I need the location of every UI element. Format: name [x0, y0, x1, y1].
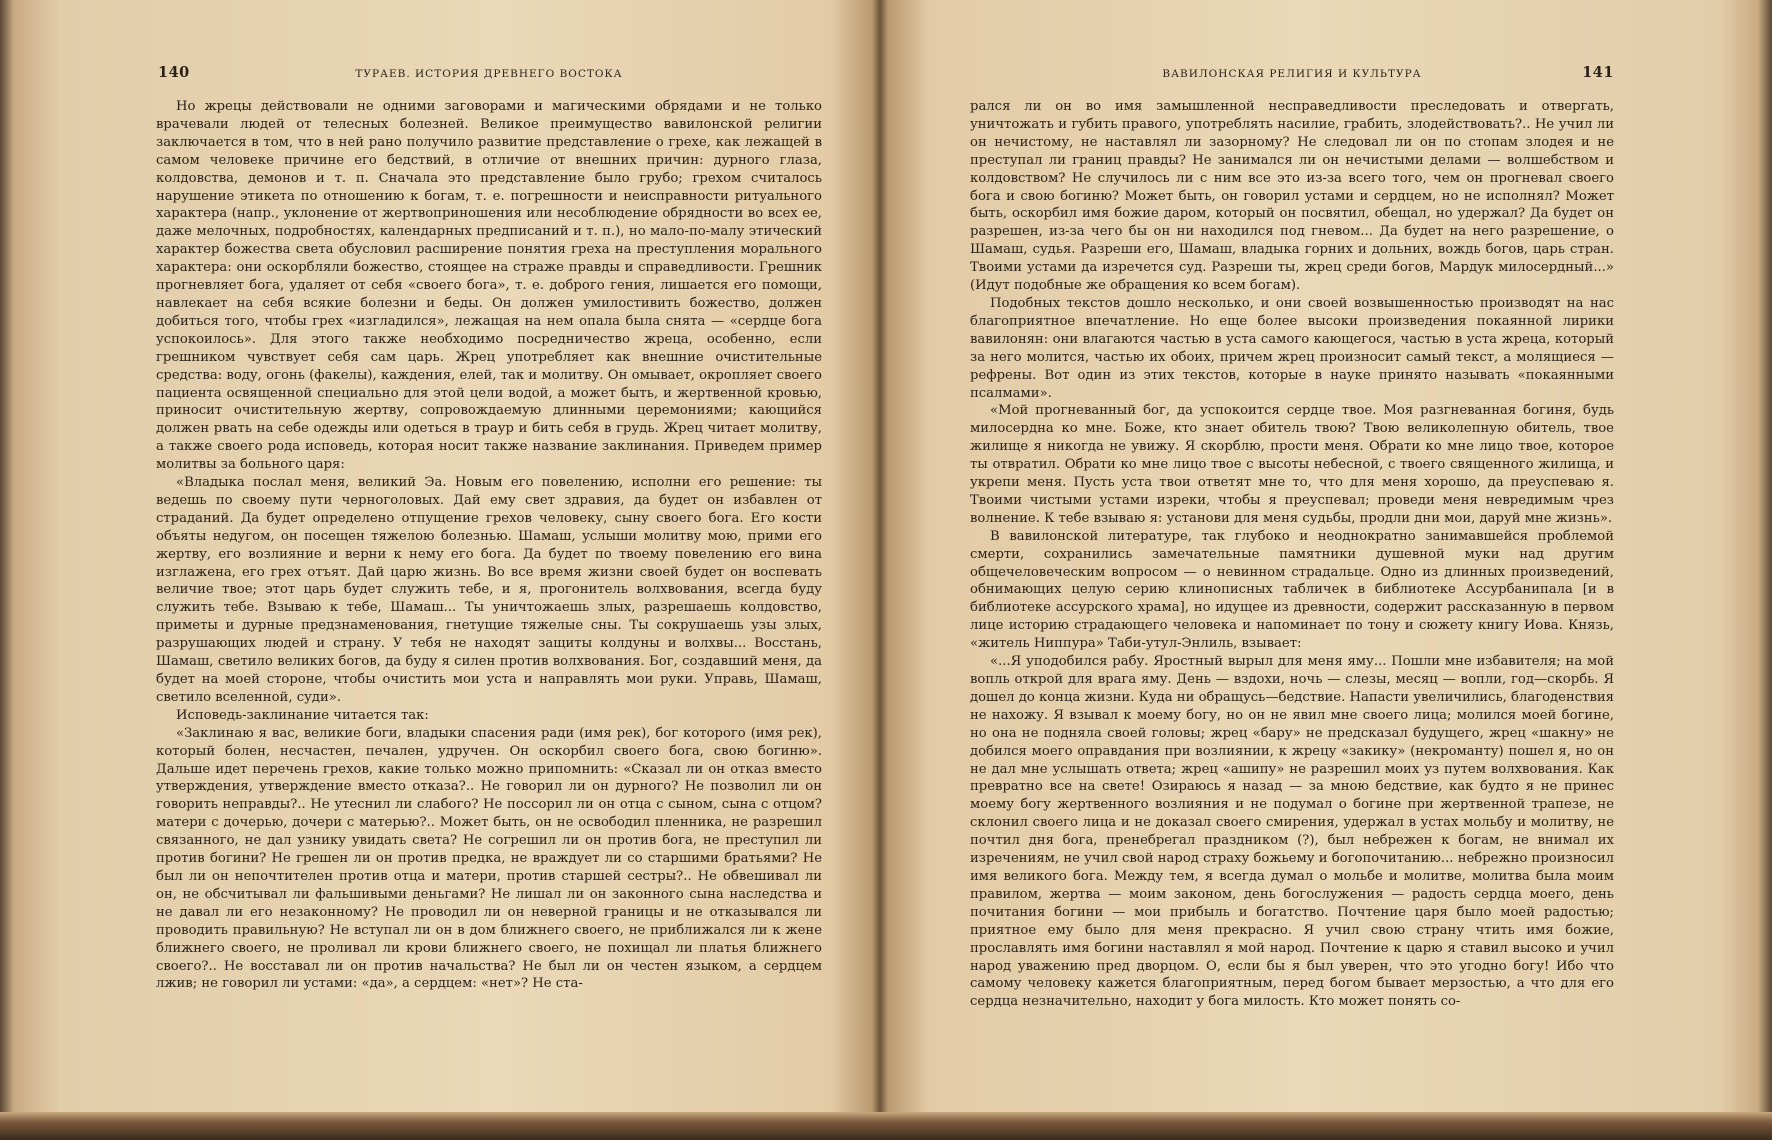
- page-number: 141: [1582, 64, 1614, 81]
- paragraph: «Мой прогневанный бог, да успокоится сердце твое. Моя разгневанная богиня, будь милосердна ко мне. Боже, кто знает обитель твою? Твою великолепную обитель, твое жилище я никогда не увижу. Я скорблю, прости меня. Обрати ко мне лицо твое, которое ты отвратил. Обрати ко мне лицо твое с высоты небесной, с твоего священного жилища, и укрепи меня. Пусть уста твои ответят мне то, что для меня хорошо, да преуспеваю я. Твоими чистыми устами изреки, чтобы я преуспевал; проведи меня невредимым чрез волнение. К тебе взываю я: установи для меня судьбы, продли дни мои, даруй мне жизнь».: [970, 403, 1614, 526]
- paragraph: В вавилонской литературе, так глубоко и неоднократно занимавшейся проблемой смерти, сохранились замечательные памятники душевной муки над другим общечеловеческим вопросом — о невинном страдальце. Одно из длинных произведений, обнимающих целую серию клинописных табличек в библиотеке Ассурбанипала [и в библиотеке ассурского храма], но идущее из древности, содержит рассказанную в первом лице историю страдающего человека и напоминает по тону и сюжету книгу Иова. Князь, «житель Ниппура» Таби-утул-Энлиль, взывает:: [970, 528, 1614, 652]
- running-head: ТУРАЕВ. ИСТОРИЯ ДРЕВНЕГО ВОСТОКА: [355, 68, 623, 80]
- left-page-text: [156, 98, 822, 993]
- left-page-header: [156, 62, 822, 86]
- paragraph: Подобных текстов дошло несколько, и они своей возвышенностью производят на нас благоприятное впечатление. Но еще более высоки произведения покаянной лирики вавилонян: они влагаются частью в уста самого кающегося, частью в уста жреца, который за него молится, частью их обоих, причем жрец произносит самый текст, а молящиеся — рефрены. Вот один из этих текстов, которые в науке принято называть «покаянными псалмами».: [970, 295, 1614, 401]
- book-bottom-edge: [0, 1112, 1772, 1140]
- paragraph: «Заклинаю я вас, великие боги, владыки спасения ради (имя рек), бог которого (имя рек), который болен, несчастен, печален, удручен. Он оскорбил своего бога, свою богиню». Дальше идет перечень грехов, какие только можно припомнить: «Сказал ли он отказ вместо утверждения, утверждение вместо отказа?.. Не говорил ли он дурного? Не позволил ли он говорить неправды?.. Не утеснил ли слабого? Не поссорил ли он отца с сыном, сына с отцом? матери с дочерью, дочери с матерью?.. Может быть, он не освободил пленника, не разрешил связанного, не дал узнику увидать света? Не согрешил ли он против бога, не преступил ли против богини? Не грешен ли он против предка, не враждует ли со старшими братьями? Не был ли он непочтителен против отца и матери, против старшей сестры?.. Не обвешивал ли он, не обсчитывал ли фальшивыми деньгами? Не лишал ли он законного сына наследства и не давал ли его незаконному? Не проводил ли он неверной границы и не отказывался ли проводить правильную? Не вступал ли он в дом ближнего своего, не приближался ли к жене ближнего своего, не проливал ли крови ближнего своего, не похищал ли платья ближнего своего?.. Не восставал ли он против начальства? Не был ли он честен языком, а сердцем лжив; не говорил ли устами: «да», а сердцем: «нет»? Не ста-: [156, 725, 822, 992]
- right-page-text: [970, 98, 1614, 1011]
- paragraph: рался ли он во имя замышленной несправедливости преследовать и отвергать, уничтожать и губить правого, употреблять насилие, грабить, злодействовать?.. Не учил ли он нечистому, не наставлял ли зазорному? Не следовал ли он по стопам злодея и не преступал ли границ правды? Не занимался ли он нечистыми делами — волшебством и колдовством? Не случилось ли с ним все это из-за всего того, чем он прогневал своего бога и свою богиню? Может быть, он говорил устами и сердцем, но не исполнял? Может быть, оскорбил имя божие даром, который он посвятил, обещал, но удержал? Да будет он разрешен, из-за чего бы он ни находился под гневом... Да будет на него разрешение, о Шамаш, судья. Разреши его, Шамаш, владыка горних и дольних, вождь богов, царь стран. Твоими устами да изречется суд. Разреши ты, жрец среди богов, Мардук милосердный...» (Идут подобные же обращения ко всем богам).: [970, 99, 1614, 294]
- running-head: ВАВИЛОНСКАЯ РЕЛИГИЯ И КУЛЬТУРА: [1162, 68, 1422, 80]
- paragraph: «Владыка послал меня, великий Эа. Новым его повелению, исполни его решение: ты ведешь по своему пути черноголовых. Дай ему свет здравия, да будет он избавлен от страданий. Да будет определено отпущение грехов человеку, сыну своего бога. Его кости объяты недугом, он посещен тяжелою болезнью. Шамаш, услыши молитву мою, прими его жертву, его возлияние и верни к нему его бога. Да будет по твоему повелению его вина изглажена, его грех отъят. Дай царю жизнь. Во все время жизни своей будет он воспевать величие твое; этот царь будет служить тебе, и я, прогонитель волхвования, всегда буду служить тебе. Взываю к тебе, Шамаш... Ты уничтожаешь злых, разрешаешь колдовство, приметы и дурные предзнаменования, гнетущие тяжелые сны. Ты сокрушаешь узы злых, разрушающих людей и страну. У тебя не находят защиты колдуны и волхвы... Восстань, Шамаш, светило великих богов, да буду я силен против волхвования. Бог, создавший меня, да будет на моей стороне, чтобы очистить мои уста и направлять мои руки. Управь, Шамаш, светило вселенной, суди».: [156, 475, 822, 705]
- right-page: [970, 62, 1614, 1010]
- right-page-header: [970, 62, 1614, 86]
- left-page: [156, 62, 822, 1002]
- paragraph: Исповедь-заклинание читается так:: [176, 707, 429, 723]
- paragraph: «...Я уподобился рабу. Яростный вырыл для меня яму... Пошли мне избавителя; на мой вопль открой для врага яму. День — вздохи, ночь — слезы, месяц — вопли, год—скорбь. Я дошел до конца жизни. Куда ни обращусь—бедствие. Напасти увеличились, благоденствия не нахожу. Я взывал к моему богу, но он не явил мне своего лица; молился моей богине, но она не подняла своей головы; жрец «бару» не предсказал будущего, жрец «шакну» не добился моего оправдания при возлиянии, к жрецу «закику» (некроманту) пошел я, но он не дал мне услышать ответа; жрец «ашипу» не разрешил моих уз путем волхвования. Как превратно все на свете! Озираюсь я назад — за мною бедствие, как будто я не принес моему богу жертвенного возлияния и не подумал о богине при жертвенной трапезе, не склонил своего лица и не доказал своего смирения, удержал в устах мольбу и молитву, не почтил дня бога, пренебрегал праздником (?), был небрежен к богам, не внимал их изречениям, не учил свой народ страху божьему и богопочитанию... небрежно произносил имя великого бога. Между тем, я всегда думал о мольбе и молитве, молитва была моим правилом, жертва — моим законом, день богослужения — радость сердца моего, день почитания богини — мои прибыль и богатство. Почтение царя было моей радостью; приятное ему было для меня прекрасно. Я учил свою страну чтить имя божие, прославлять имя богини наставлял я мой народ. Почтение к царю я ставил высоко и учил народ уважению пред дворцом. О, если бы я был уверен, что это угодно богу! Ибо что самому человеку кажется благоприятным, перед богом бывает мерзостью, а что для его сердца незначительно, находит у бога милость. Кто может понять со-: [970, 654, 1614, 1010]
- paragraph: Но жрецы действовали не одними заговорами и магическими обрядами и не только врачевали людей от телесных болезней. Великое преимущество вавилонской религии заключается в том, что в ней рано получило развитие представление о грехе, как лежащей в самом человеке причине его бедствий, в отличие от внешних причин: дурного глаза, колдовства, демонов и т. п. Сначала это представление было грубо; грехом считалось нарушение этикета по отношению к богам, т. е. погрешности и неисправности ритуального характера (напр., уклонение от жертвоприношения или несоблюдение обрядности во всех ее, даже мелочных, подробностях, календарных предписаний и т. п.), но мало-по-малу этический характер божества света обусловил расширение понятия греха на преступления морального характера: они оскорбляли божество, стоящее на страже правды и справедливости. Грешник прогневляет бога, удаляет от себя «своего бога», т. е. доброго гения, лишается его помощи, навлекает на себя всякие болезни и беды. Он должен умилостивить божество, должен добиться того, чтобы грех «изгладился», лежащая на нем опала была снята — «сердце бога успокоилось». Для этого также необходимо посредничество жреца, особенно, если грешником чувствует себя сам царь. Жрец употребляет как внешние очистительные средства: воду, огонь (факелы), каждения, елей, так и молитву. Он омывает, окропляет своего пациента освященной специально для этой цели водой, а может быть, и жертвенной кровью, приносит очистительную жертву, сопровождаемую длинными церемониями; кающийся должен рвать на себе одежды или одеться в траур и бить себя в грудь. Жрец читает молитву, а также своего рода исповедь, которая носит также название заклинания. Приведем пример молитвы за больного царя:: [156, 99, 822, 473]
- page-number: 140: [158, 64, 190, 81]
